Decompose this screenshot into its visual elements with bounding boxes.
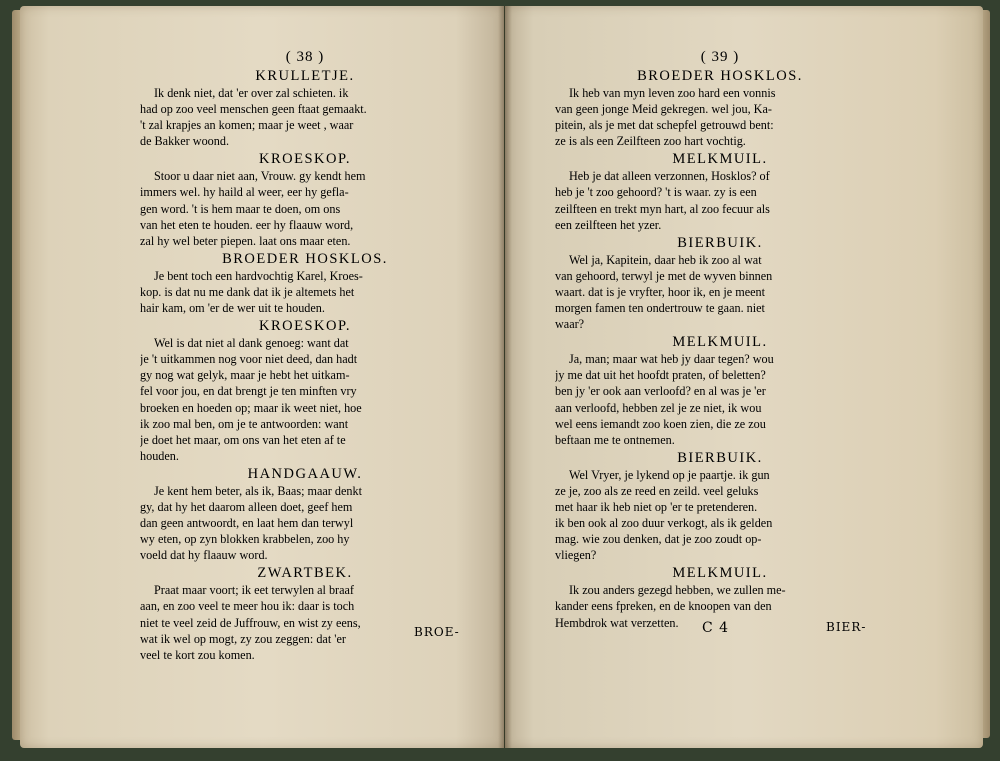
text-line: dan geen antwoordt, en laat hem dan terwyl [140, 516, 354, 531]
speaker-heading: MELKMUIL. [672, 334, 768, 351]
speaker-heading: HANDGAAUW. [247, 465, 363, 482]
right-page-text [555, 48, 885, 631]
catchword-right: BIER- [826, 620, 867, 634]
text-line: waar? [555, 317, 585, 332]
page-number-left: ( 38 ) [285, 49, 325, 65]
text-line: Wel ja, Kapitein, daar heb ik zoo al wat [569, 252, 762, 267]
text-line: gen word. 't is hem maar te doen, om ons [140, 201, 341, 216]
text-line: de Bakker woond. [140, 134, 230, 149]
text-line: fel voor jou, en dat brengt je ten minften vry [140, 384, 357, 399]
text-line: Wel is dat niet al dank genoeg: want dat [154, 336, 349, 351]
text-line: Wel Vryer, je lykend op je paartje. ik gun [569, 467, 770, 482]
text-line: ik ben ook al zoo duur verkogt, als ik gelden [555, 516, 773, 531]
page-number-right: ( 39 ) [700, 49, 740, 65]
text-line: Hembdrok wat verzetten. [555, 615, 679, 630]
text-line: Praat maar voort; ik eet terwylen al braaf [154, 583, 354, 598]
text-line: met haar ik heb niet op 'er te pretenderen. [555, 499, 758, 514]
text-line: hair kam, om 'er de wer uit te houden. [140, 301, 325, 316]
speaker-heading: BIERBUIK. [677, 234, 763, 251]
text-line: niet te veel zeid de Juffrouw, en wist zy eens, [140, 615, 361, 630]
text-line: immers wel. hy haild al weer, eer hy gefla- [140, 185, 349, 200]
text-line: je 't uitkammen nog voor niet deed, dan hadt [140, 352, 358, 367]
text-line: ze is als een Zeilfteen zoo hart vochtig. [555, 134, 746, 149]
text-line: houden. [140, 448, 179, 463]
text-line: ben jy 'er ook aan verloofd? en al was je 'er [555, 384, 766, 399]
text-line: aan, en zoo veel te meer hou ik: daar is toch [140, 599, 355, 614]
speaker-heading: MELKMUIL. [672, 151, 768, 168]
text-line: Stoor u daar niet aan, Vrouw. gy kendt hem [154, 169, 366, 184]
text-line: een zeilfteen het yzer. [555, 217, 662, 232]
text-line: Je kent hem beter, als ik, Baas; maar denkt [154, 483, 362, 498]
text-line: van het eten te houden. eer hy flaauw word, [140, 217, 354, 232]
text-line: mag. wie zou denken, dat je zoo zoudt op- [555, 532, 762, 547]
text-line: zeilfteen en trekt myn hart, al zoo fecuur als [555, 201, 770, 216]
text-line: beftaan me te ontnemen. [555, 432, 675, 447]
text-line: had op zoo veel menschen geen ftaat gemaakt. [140, 102, 367, 117]
left-page-text [140, 48, 470, 663]
text-line: morgen famen ten ondertrouw te gaan. niet [555, 301, 765, 316]
catchword-left: BROE- [414, 625, 460, 639]
book-gutter [498, 6, 512, 748]
text-line: voeld dat hy flaauw word. [140, 548, 268, 563]
text-line: Ja, man; maar wat heb jy daar tegen? wou [569, 352, 774, 367]
text-line: kander eens fpreken, en de knoopen van den [555, 599, 772, 614]
text-line: waart. dat is je vryfter, hoor ik, en je meent [555, 284, 766, 299]
text-line: gy, dat hy het daarom alleen doet, geef hem [140, 499, 353, 514]
text-line: kop. is dat nu me dank dat ik je altemets het [140, 284, 355, 299]
text-line: wel eens iemandt zoo koen zien, die ze zou [555, 416, 766, 431]
text-line: gy nog wat gelyk, maar je hebt het uitkam- [140, 368, 350, 383]
text-line: aan verloofd, hebben zel je ze niet, ik wou [555, 400, 762, 415]
text-line: wat ik wel op mogt, zy zou zeggen: dat 'er [140, 631, 346, 646]
text-line: Ik denk niet, dat 'er over zal schieten. ik [154, 86, 349, 100]
text-line: 't zal krapjes an komen; maar je weet , waar [140, 118, 354, 133]
text-line: van gehoord, terwyl je met de wyven binnen [555, 268, 773, 283]
speaker-heading: KRULLETJE. [255, 68, 355, 84]
text-line: zal hy wel beter piepen. laat ons maar eten. [140, 233, 351, 248]
speaker-heading: BROEDER HOSKLOS. [637, 68, 803, 84]
text-line: ik zoo mal ben, om je te antwoorden: want [140, 416, 349, 431]
speaker-heading: KROESKOP. [258, 151, 352, 168]
text-line: je doet het maar, om ons van het eten af te [140, 432, 346, 447]
speaker-heading: KROESKOP. [258, 318, 352, 335]
speaker-heading: MELKMUIL. [672, 565, 768, 582]
text-line: van geen jonge Meid gekregen. wel jou, Ka- [555, 102, 772, 117]
text-line: vliegen? [555, 548, 597, 563]
text-line: ze je, zoo als ze reed en zeild. veel geluks [555, 483, 759, 498]
text-line: Ik zou anders gezegd hebben, we zullen me- [569, 583, 786, 598]
text-line: pitein, als je met dat schepfel getrouwd bent: [555, 118, 774, 133]
text-line: broeken en hoeden op; maar ik weet niet, hoe [140, 400, 362, 415]
text-line: jy me dat uit het hoofdt praten, of beletten? [555, 368, 766, 383]
text-line: veel te kort zou komen. [140, 647, 255, 662]
text-line: Heb je dat alleen verzonnen, Hosklos? of [569, 169, 770, 184]
speaker-heading: BROEDER HOSKLOS. [222, 250, 388, 267]
speaker-heading: ZWARTBEK. [257, 565, 353, 582]
text-line: Je bent toch een hardvochtig Karel, Kroes- [154, 268, 363, 283]
text-line: Ik heb van myn leven zoo hard een vonnis [569, 86, 776, 100]
text-line: heb je 't zoo gehoord? 't is waar. zy is een [555, 185, 757, 200]
text-line: wy eten, op zyn blokken krabbelen, zoo hy [140, 532, 350, 547]
signature-mark: C 4 [702, 620, 730, 636]
speaker-heading: BIERBUIK. [677, 449, 763, 466]
